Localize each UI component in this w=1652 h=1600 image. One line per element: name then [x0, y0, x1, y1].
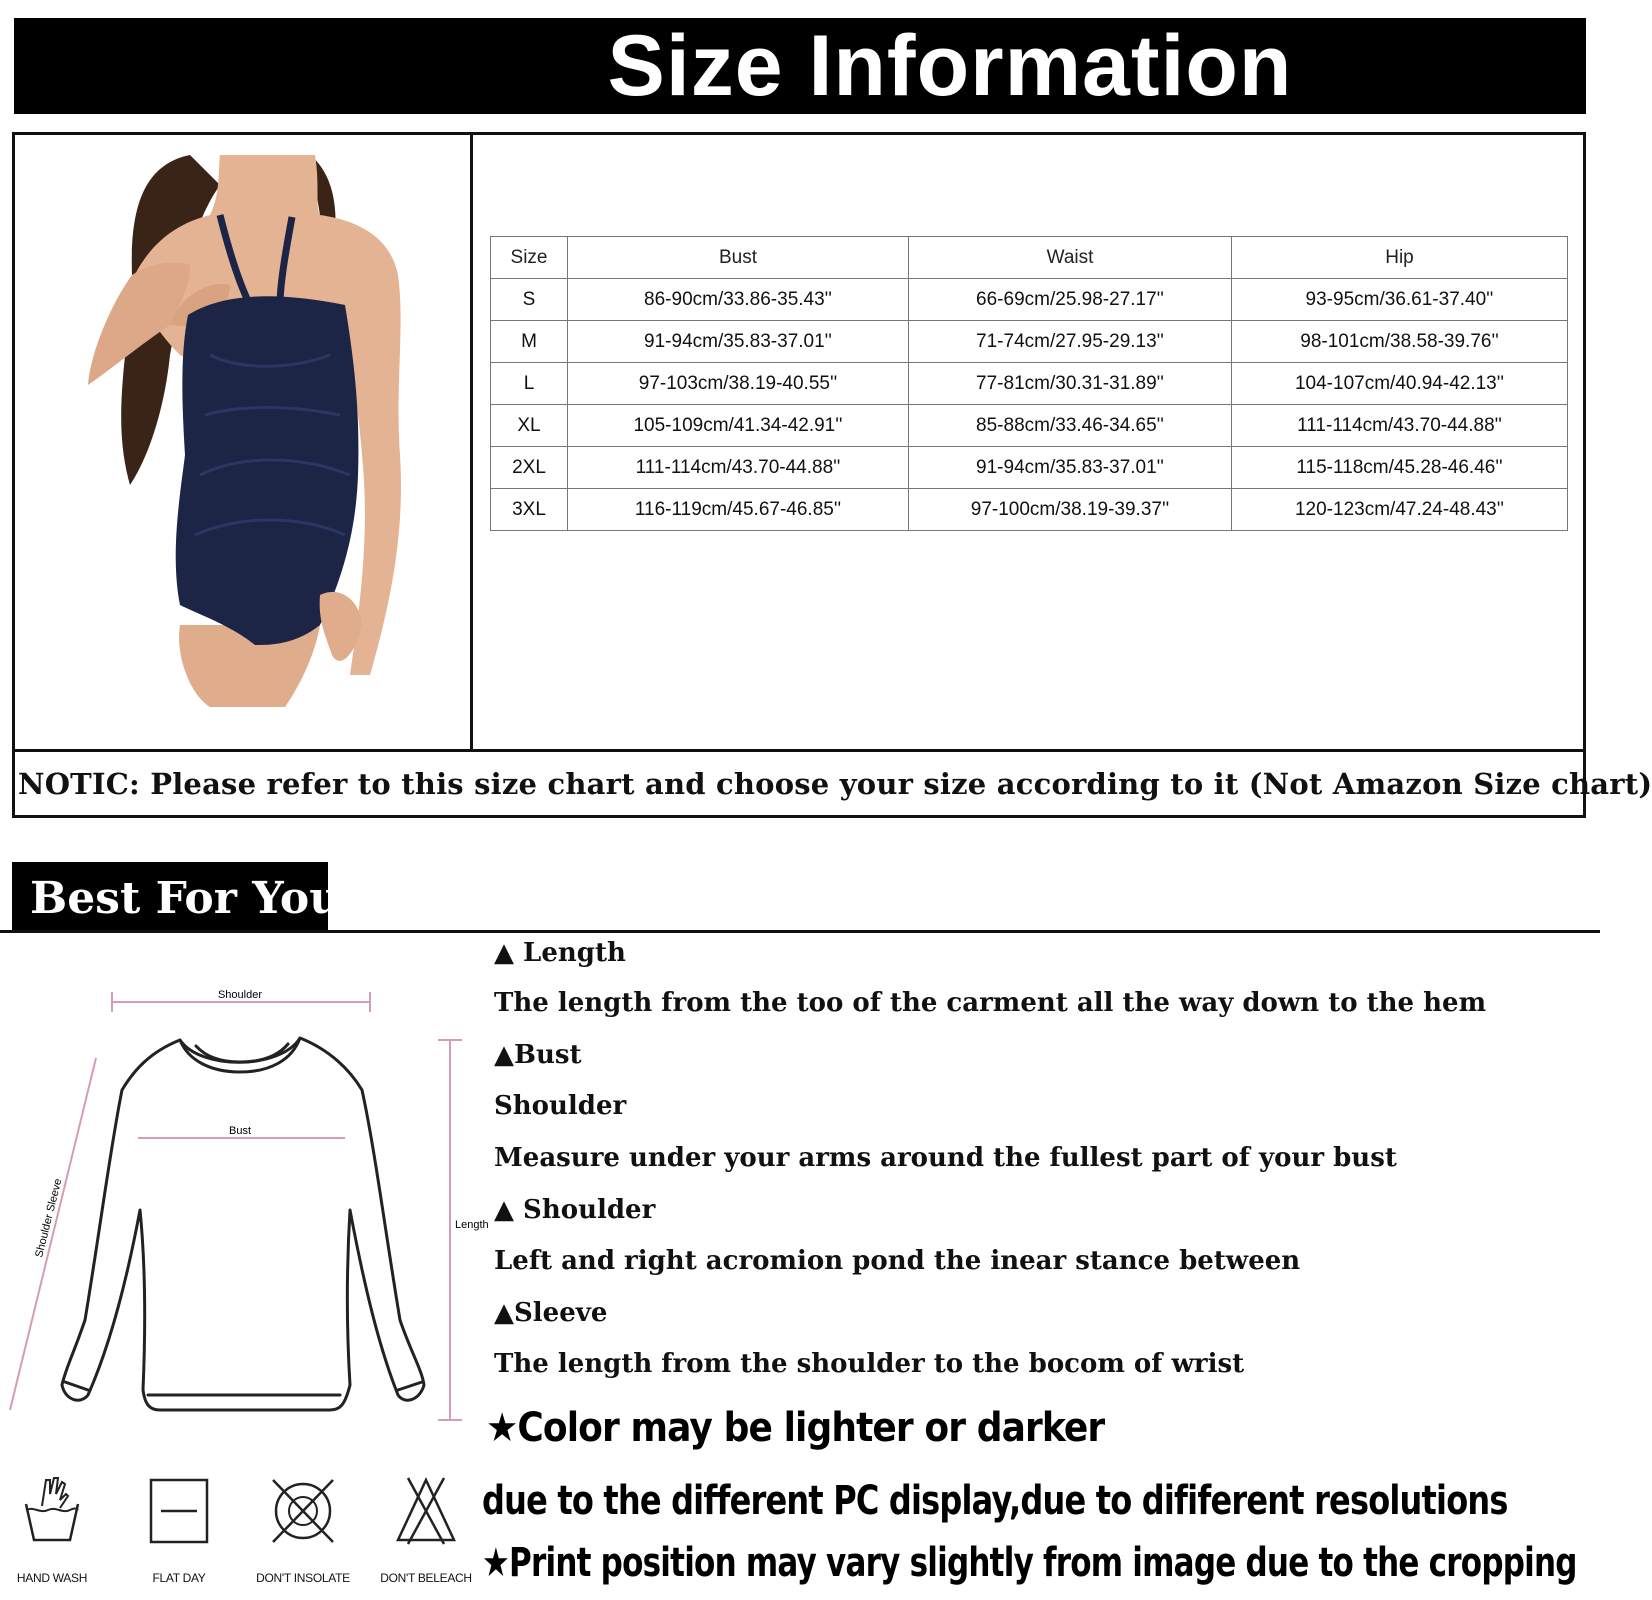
shoulder-description: Left and right acromion pond the inear stance between	[494, 1246, 1301, 1276]
care-flat-dry	[129, 1476, 229, 1586]
bust-heading: ▲Bust	[494, 1040, 582, 1070]
table-cell: 111-114cm/43.70-44.88''	[568, 447, 909, 489]
table-cell: 71-74cm/27.95-29.13''	[909, 321, 1232, 363]
table-cell: S	[491, 279, 568, 321]
table-cell: 3XL	[491, 489, 568, 531]
table-row	[491, 321, 1568, 363]
shoulder-label: Shoulder	[217, 989, 263, 1001]
table-cell: L	[491, 363, 568, 405]
sleeve-heading: ▲Sleeve	[494, 1298, 608, 1328]
table-cell: 97-100cm/38.19-39.37''	[909, 489, 1232, 531]
table-row	[491, 447, 1568, 489]
care-no-bleach	[376, 1476, 476, 1586]
page-title: Size Information	[607, 18, 1293, 114]
table-cell: 77-81cm/30.31-31.89''	[909, 363, 1232, 405]
hand-wash-icon	[20, 1476, 84, 1546]
length-heading: ▲ Length	[494, 938, 626, 968]
divider	[0, 930, 1600, 933]
table-cell: 93-95cm/36.61-37.40''	[1232, 279, 1568, 321]
sleeve-label: Shoulder Sleeve	[33, 1177, 65, 1259]
table-cell: 116-119cm/45.67-46.85''	[568, 489, 909, 531]
table-header-row	[491, 237, 1568, 279]
care-hand-wash	[2, 1476, 102, 1586]
no-bleach-icon	[394, 1476, 458, 1546]
table-cell: 2XL	[491, 447, 568, 489]
shoulder-heading: ▲ Shoulder	[494, 1195, 656, 1225]
column-header: Size	[491, 237, 568, 279]
section-title: Best For You	[30, 873, 342, 924]
display-note: due to the different PC display,due to dififerent resolutions	[482, 1478, 1508, 1524]
table-cell: M	[491, 321, 568, 363]
table-cell: 85-88cm/33.46-34.65''	[909, 405, 1232, 447]
table-cell: 111-114cm/43.70-44.88''	[1232, 405, 1568, 447]
length-description: The length from the too of the carment all the way down to the hem	[494, 988, 1487, 1018]
column-header: Hip	[1232, 237, 1568, 279]
table-row	[491, 489, 1568, 531]
table-cell: 104-107cm/40.94-42.13''	[1232, 363, 1568, 405]
sleeve-description: The length from the shoulder to the bocom of wrist	[494, 1349, 1245, 1379]
no-sun-icon	[271, 1476, 335, 1546]
table-cell: 91-94cm/35.83-37.01''	[909, 447, 1232, 489]
table-cell: 115-118cm/45.28-46.46''	[1232, 447, 1568, 489]
measurement-diagram	[0, 989, 489, 1440]
hand-wash-label: HAND WASH	[16, 1571, 88, 1585]
flat-dry-icon	[147, 1476, 211, 1546]
print-note: ★Print position may vary slightly from image due to the cropping	[482, 1540, 1577, 1586]
length-label: Length	[455, 1219, 489, 1231]
column-header: Bust	[568, 237, 909, 279]
table-cell: 120-123cm/47.24-48.43''	[1232, 489, 1568, 531]
table-row	[491, 405, 1568, 447]
table-cell: 91-94cm/35.83-37.01''	[568, 321, 909, 363]
table-row	[491, 363, 1568, 405]
table-cell: 86-90cm/33.86-35.43''	[568, 279, 909, 321]
size-notice: NOTIC: Please refer to this size chart and choose your size according to it (Not Amazon Size chart)	[18, 767, 1652, 801]
bust-label: Bust	[228, 1125, 252, 1137]
column-header: Waist	[909, 237, 1232, 279]
divider	[470, 132, 473, 752]
table-cell: XL	[491, 405, 568, 447]
no-sun-label: DON'T INSOLATE	[256, 1571, 350, 1585]
header-banner	[14, 18, 1586, 114]
care-no-sun	[253, 1476, 353, 1586]
model-swimsuit-image	[70, 155, 430, 707]
table-cell: 105-109cm/41.34-42.91''	[568, 405, 909, 447]
color-note: ★Color may be lighter or darker	[486, 1405, 1105, 1451]
size-table	[490, 236, 1568, 531]
table-cell: 98-101cm/38.58-39.76''	[1232, 321, 1568, 363]
table-row	[491, 279, 1568, 321]
flat-dry-label: FLAT DAY	[152, 1571, 206, 1585]
no-bleach-label: DON'T BELEACH	[380, 1571, 472, 1585]
bust-subheading: Shoulder	[494, 1091, 627, 1121]
table-cell: 97-103cm/38.19-40.55''	[568, 363, 909, 405]
table-cell: 66-69cm/25.98-27.17''	[909, 279, 1232, 321]
bust-description: Measure under your arms around the fullest part of your bust	[494, 1143, 1397, 1173]
